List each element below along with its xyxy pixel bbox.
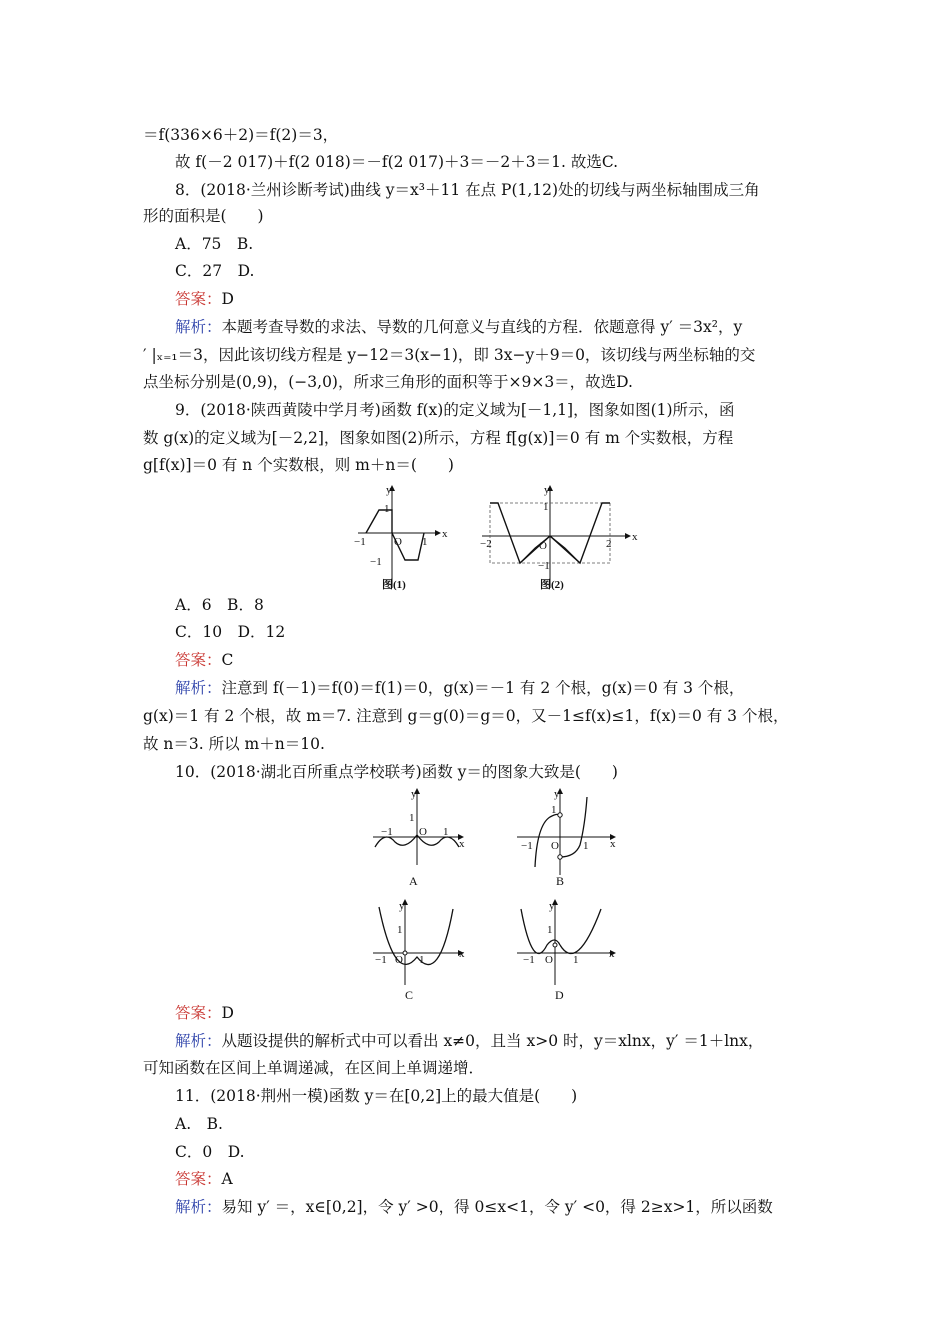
answer-label: 答案： [175,1004,222,1022]
svg-text:1: 1 [397,924,403,936]
svg-text:O: O [545,954,553,966]
explanation-label: 解析： [175,318,222,336]
svg-text:y: y [554,788,560,800]
question-8-answer [175,288,234,310]
svg-text:1: 1 [419,954,425,966]
svg-text:−1: −1 [523,954,535,966]
svg-text:图(2): 图(2) [540,579,564,591]
svg-text:x: x [610,838,616,850]
question-9-explanation: 解析：注意到 f(－1)＝f(0)＝f(1)＝0，g(x)＝－1 有 2 个根，g(x)＝0 有 3 个根， [175,679,745,697]
figure-10-options [365,785,625,1005]
option-d-graph [517,900,615,1002]
explanation-line: 点坐标分别是(0,9)，(−3,0)，所求三角形的面积等于×9×3＝，故选D. [143,373,633,391]
explanation-label: 解析： [175,1198,222,1216]
svg-text:2: 2 [606,538,612,550]
svg-text:x: x [459,838,465,850]
svg-text:x: x [459,948,465,960]
question-9-stem: 9．(2018·陕西黄陵中学月考)函数 f(x)的定义域为[－1,1]，图象如图(1)所示，函 [175,401,735,419]
answer-value: D [221,1004,234,1022]
question-8-stem: 8．(2018·兰州诊断考试)曲线 y＝x³＋11 在点 P(1,12)处的切线与两坐标轴围成三角 [175,181,760,199]
question-8-choices: A．75 B. [175,235,254,253]
svg-text:x: x [632,531,638,543]
svg-text:1: 1 [543,501,549,513]
svg-text:y: y [411,788,417,800]
question-11-choices: C．0 D. [175,1143,245,1161]
figure-1-graph [354,484,448,591]
text-line: ＝f(336×6＋2)＝f(2)＝3， [143,126,339,144]
explanation-line: ′ |ₓ₌₁＝3，因此该切线方程是 y−12＝3(x−1)，即 3x−y＋9＝0，该切线与两坐标轴的交 [143,346,756,364]
option-b-graph [517,788,616,888]
question-8-stem: 形的面积是( ) [143,207,264,225]
svg-text:−1: −1 [375,954,387,966]
question-10-stem: 10．(2018·湖北百所重点学校联考)函数 y＝的图象大致是( ) [175,763,618,781]
answer-value: A [221,1170,233,1188]
svg-text:图(1): 图(1) [382,579,406,591]
question-8-explanation: 解析：本题考查导数的求法、导数的几何意义与直线的方程．依题意得 y′ ＝3x²，y [175,318,743,336]
svg-text:−1: −1 [354,536,366,548]
svg-text:y: y [399,900,405,912]
figure-9-graphs [340,483,640,593]
svg-text:A: A [409,874,418,888]
svg-text:O: O [551,840,559,852]
answer-label: 答案： [175,1170,222,1188]
figure-2-graph [480,484,638,591]
question-9-choices: A．6 B．8 [175,596,264,614]
question-10-answer [175,1002,234,1024]
svg-text:y: y [386,484,392,496]
svg-text:1: 1 [573,954,579,966]
explanation-line: 可知函数在区间上单调递减，在区间上单调递增． [143,1059,485,1077]
svg-text:1: 1 [583,840,589,852]
svg-text:−1: −1 [370,556,382,568]
svg-text:O: O [395,954,403,966]
svg-text:B: B [556,874,565,888]
question-11-explanation: 解析：易知 y′ ＝，x∈[0,2]，令 y′ >0，得 0≤x<1，令 y′ <0，得 2≥x>1，所以函数 [175,1198,773,1216]
svg-text:−1: −1 [381,826,393,838]
answer-label: 答案： [175,651,222,669]
answer-value: D [221,290,234,308]
svg-text:1: 1 [384,503,390,515]
svg-text:O: O [539,540,547,552]
question-9-answer [175,649,233,671]
svg-text:x: x [442,528,448,540]
svg-text:−2: −2 [480,538,492,550]
svg-text:1: 1 [443,826,449,838]
explanation-line: 故 n＝3. 所以 m＋n＝10. [143,735,325,753]
svg-text:−1: −1 [521,840,533,852]
question-9-stem: 数 g(x)的定义域为[－2,2]，图象如图(2)所示，方程 f[g(x)]＝0 有 m 个实数根，方程 [143,429,734,447]
svg-text:1: 1 [422,536,428,548]
svg-text:D: D [555,988,564,1002]
svg-text:O: O [419,826,427,838]
svg-text:1: 1 [409,812,415,824]
svg-text:1: 1 [547,924,553,936]
option-c-graph [373,900,465,1002]
svg-text:x: x [609,948,615,960]
svg-text:y: y [549,900,555,912]
text-line: 故 f(－2 017)＋f(2 018)＝－f(2 017)＋3＝－2＋3＝1. 故选C. [175,153,619,171]
answer-value: C [221,651,234,669]
explanation-line: g(x)＝1 有 2 个根，故 m＝7. 注意到 g＝g(0)＝g＝0，又－1≤f(x)≤1，f(x)＝0 有 3 个根， [143,707,789,725]
answer-label: 答案： [175,290,222,308]
question-10-explanation: 解析：从题设提供的解析式中可以看出 x≠0，且当 x>0 时，y＝xlnx，y′ ＝1＋lnx， [175,1032,764,1050]
question-8-choices: C．27 D. [175,262,255,280]
question-9-stem: g[f(x)]＝0 有 n 个实数根，则 m＋n＝( ) [143,456,454,474]
option-a-graph [373,788,465,888]
svg-text:1: 1 [551,804,557,816]
explanation-label: 解析： [175,679,222,697]
question-11-answer [175,1168,233,1190]
svg-text:−1: −1 [538,560,550,572]
question-9-choices: C．10 D．12 [175,623,286,641]
explanation-label: 解析： [175,1032,222,1050]
svg-text:C: C [405,988,414,1002]
svg-text:O: O [394,536,402,548]
question-11-choices: A. B. [175,1115,223,1133]
question-11-stem: 11．(2018·荆州一模)函数 y＝在[0,2]上的最大值是( ) [175,1087,578,1105]
svg-text:y: y [544,484,550,496]
